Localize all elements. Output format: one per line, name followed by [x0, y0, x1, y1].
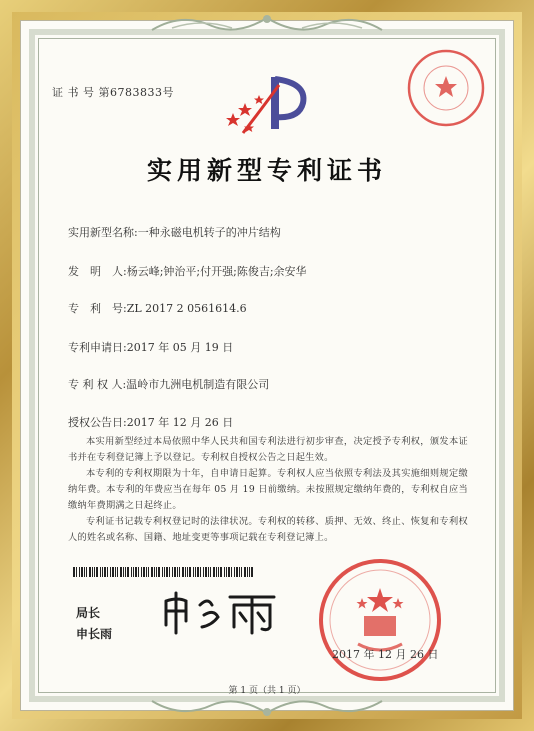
national-ip-office-seal-icon: [318, 558, 442, 682]
top-ornament-icon: [142, 10, 392, 36]
field-grant-date: [68, 414, 233, 430]
body-paragraph: 本实用新型经过本局依照中华人民共和国专利法进行初步审查，决定授予专利权，颁发本证书并在专利登记簿上予以登记。专利权自授权公告之日起生效。: [68, 436, 468, 463]
field-patent-number: [68, 300, 247, 316]
field-label: 发 明 人:: [68, 265, 127, 278]
field-label: 授权公告日:: [68, 416, 127, 429]
field-value: ZL 2017 2 0561614.6: [126, 302, 247, 315]
field-inventors: [68, 263, 307, 279]
field-value: 2017 年 12 月 26 日: [126, 416, 234, 429]
barcode-icon: [73, 567, 257, 577]
certificate-body: [68, 434, 468, 546]
field-value: 2017 年 05 月 19 日: [126, 341, 234, 354]
field-filing-date: [68, 339, 233, 355]
field-label: 专 利 权 人:: [68, 378, 127, 391]
signatory-title: 局长: [76, 606, 101, 620]
field-value: 温岭市九洲电机制造有限公司: [126, 378, 270, 391]
body-paragraph: 本专利的专利权期限为十年，自申请日起算。专利权人应当依照专利法及其实施细则规定缴纳年费。本专利的年费应当在每年 05 月 19 日前缴纳。未按照规定缴纳年费的，专利权自应当缴纳年费期满之日起终止。: [68, 468, 468, 511]
bottom-ornament-icon: [142, 695, 392, 721]
patent-office-logo-icon: [223, 73, 313, 141]
field-label: 专 利 号:: [68, 302, 127, 315]
body-paragraph: 专利证书记载专利权登记时的法律状况。专利权的转移、质押、无效、终止、恢复和专利权人的姓名或名称、国籍、地址变更等事项记载在专利登记簿上。: [68, 516, 468, 543]
field-label: 实用新型名称:: [68, 226, 138, 239]
seal-date: 2017 年 12 月 26 日: [332, 648, 439, 661]
small-red-seal-icon: [406, 48, 486, 128]
field-utility-model-name: [68, 224, 281, 240]
page-number: 第 1 页（共 1 页）: [228, 686, 306, 696]
field-value: 一种永磁电机转子的冲片结构: [137, 226, 281, 239]
signatory-name: 申长雨: [76, 627, 113, 641]
handwritten-signature-icon: [160, 587, 280, 637]
field-value: 杨云峰;钟治平;付开强;陈俊吉;余安华: [126, 265, 307, 278]
certificate-title: 实用新型专利证书: [146, 156, 387, 185]
field-label: 专利申请日:: [68, 341, 127, 354]
field-patent-holder: [68, 376, 269, 392]
certificate-number: 证 书 号 第6783833号: [52, 86, 174, 99]
